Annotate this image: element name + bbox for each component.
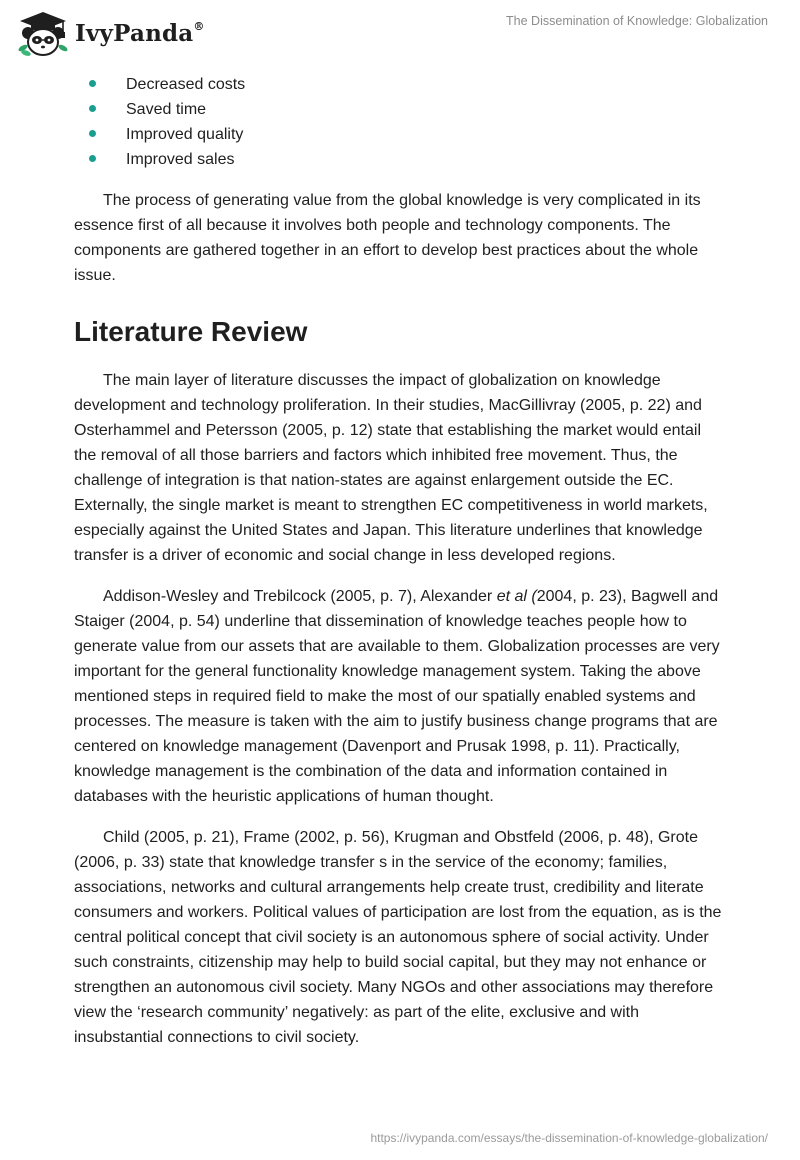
paragraph-literature-1: The main layer of literature discusses the impact of globalization on knowledge development and technology proliferation. In their studies, MacGillivray (2005, p. 22) and Osterhammel and Petersson (2005, p. 12) state that establishing the market would entail the removal of all those barriers and factors which inhibited free movement. Thus, the challenge of integration is that nation-states are against enlargement outside the EC. Externally, the single market is meant to strengthen EC competitiveness in world markets, especially against the United States and Japan. This literature underlines that knowledge transfer is a driver of economic and social change in less developed regions. — [74, 372, 708, 564]
list-item: Decreased costs — [74, 72, 726, 97]
list-item: Improved sales — [74, 147, 726, 172]
bullet-icon — [89, 105, 96, 112]
document-title: The Dissemination of Knowledge: Globalization — [506, 14, 768, 28]
brand-name: IvyPanda® — [75, 19, 205, 47]
bullet-icon — [89, 80, 96, 87]
ivypanda-logo[interactable] — [14, 8, 205, 58]
bullet-icon — [89, 130, 96, 137]
list-item: Saved time — [74, 97, 726, 122]
paragraph-literature-3: Child (2005, p. 21), Frame (2002, p. 56), Krugman and Obstfeld (2006, p. 48), Grote (2006, p. 33) state that knowledge transfer s in the service of the economy; families, associations, networks and cultural arrangements help create trust, credibility and literate consumers and workers. Political values of participation are lost from the equation, as is the central political concept that civil society is an autonomous sphere of social activity. Under such constraints, citizenship may help to build social capital, but they may not enhance or strengthen an autonomous civil society. Many NGOs and other associations may therefore view the ‘research community’ negatively: as part of the elite, exclusive and with insubstantial connections to civil society. — [74, 829, 722, 1046]
paragraph-literature-2: Addison-Wesley and Trebilcock (2005, p. 7), Alexander et al (2004, p. 23), Bagwell and Staiger (2004, p. 54) underline that dissemination of knowledge teaches people how to generate value from our assets that are available to them. Globalization processes are very important for the general functionality knowledge management system. Taking the above mentioned steps in required field to make the most of our spatially enabled systems and processes. The measure is taken with the aim to justify business change programs that are centered on knowledge management (Davenport and Prusak 1998, p. 11). Practically, knowledge management is the combination of the data and information contained in databases with the heuristic applications of human thought. — [74, 588, 720, 805]
paragraph-intro: The process of generating value from the global knowledge is very complicated in its essence first of all because it involves both people and technology components. The components are gathered together in an effort to develop best practices about the whole issue. — [74, 192, 701, 284]
benefits-list — [74, 72, 726, 172]
section-heading: Literature Review — [74, 316, 308, 347]
list-item: Improved quality — [74, 122, 726, 147]
panda-graduate-icon — [14, 8, 72, 58]
page-header — [0, 0, 800, 66]
source-url[interactable]: https://ivypanda.com/essays/the-dissemination-of-knowledge-globalization/ — [370, 1131, 768, 1145]
essay-content — [74, 72, 726, 1050]
bullet-icon — [89, 155, 96, 162]
